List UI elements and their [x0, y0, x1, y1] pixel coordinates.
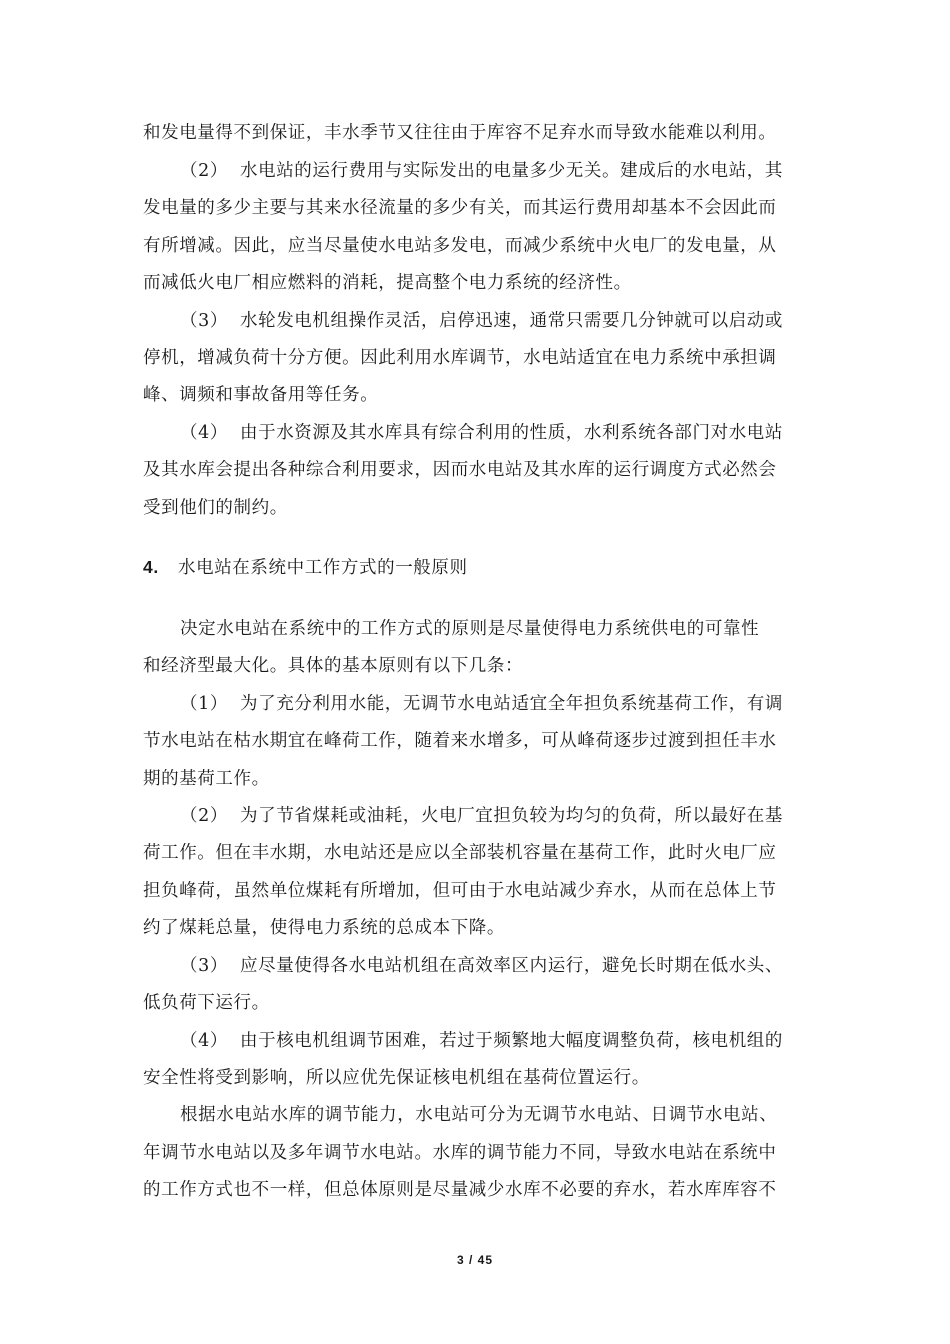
paragraph-line: 及其水库会提出各种综合利用要求，因而水电站及其水库的运行调度方式必然会: [143, 460, 777, 480]
paragraph-line: 发电量的多少主要与其来水径流量的多少有关，而其运行费用却基本不会因此而: [143, 198, 777, 218]
paragraph-line: 期的基荷工作。: [143, 769, 270, 789]
page-number: 3 / 45: [456, 1253, 494, 1267]
paragraph-line: 峰、调频和事故备用等任务。: [143, 385, 379, 405]
list-item-4: [180, 422, 850, 444]
list-number: （3）: [180, 956, 228, 976]
list-number: （4）: [180, 1031, 228, 1051]
list-text: 水电站的运行费用与实际发出的电量多少无关。建成后的水电站，其: [240, 161, 783, 181]
paragraph-line: 年调节水电站以及多年调节水电站。水库的调节能力不同，导致水电站在系统中: [143, 1143, 777, 1163]
list-number: （1）: [180, 694, 228, 714]
list-item-3: [180, 310, 850, 332]
paragraph-line: 停机，增减负荷十分方便。因此利用水库调节，水电站适宜在电力系统中承担调: [143, 348, 777, 368]
paragraph-line: 担负峰荷，虽然单位煤耗有所增加，但可由于水电站减少弃水，从而在总体上节: [143, 881, 777, 901]
paragraph-line: 决定水电站在系统中的工作方式的原则是尽量使得电力系统供电的可靠性: [180, 619, 760, 639]
list-number: （4）: [180, 423, 228, 443]
paragraph-line: 根据水电站水库的调节能力，水电站可分为无调节水电站、日调节水电站、: [180, 1105, 778, 1125]
list-item-4: [180, 1030, 850, 1052]
paragraph-line: 约了煤耗总量，使得电力系统的总成本下降。: [143, 918, 505, 938]
paragraph-line: 有所增减。因此，应当尽量使水电站多发电，而减少系统中火电厂的发电量，从: [143, 236, 777, 256]
section-title: 水电站在系统中工作方式的一般原则: [178, 558, 468, 578]
paragraph-line: 和发电量得不到保证，丰水季节又往往由于库容不足弃水而导致水能难以利用。: [143, 123, 777, 143]
list-item-2: [180, 805, 850, 827]
list-text: 为了充分利用水能，无调节水电站适宜全年担负系统基荷工作，有调: [240, 694, 783, 714]
paragraph-line: 节水电站在枯水期宜在峰荷工作，随着来水增多，可从峰荷逐步过渡到担任丰水: [143, 731, 777, 751]
paragraph-line: 荷工作。但在丰水期，水电站还是应以全部装机容量在基荷工作，此时火电厂应: [143, 843, 777, 863]
paragraph-line: 的工作方式也不一样，但总体原则是尽量减少水库不必要的弃水，若水库库容不: [143, 1180, 777, 1200]
list-number: （2）: [180, 161, 228, 181]
section-heading: [143, 556, 468, 579]
section-number: 4.: [143, 557, 159, 577]
paragraph-line: 和经济型最大化。具体的基本原则有以下几条：: [143, 656, 524, 676]
list-item-1: [180, 693, 850, 715]
list-text: 由于水资源及其水库具有综合利用的性质，水利系统各部门对水电站: [240, 423, 783, 443]
paragraph-line: 而减低火电厂相应燃料的消耗，提高整个电力系统的经济性。: [143, 273, 632, 293]
list-number: （3）: [180, 311, 228, 331]
list-text: 应尽量使得各水电站机组在高效率区内运行，避免长时期在低水头、: [240, 956, 783, 976]
list-number: （2）: [180, 806, 228, 826]
list-text: 为了节省煤耗或油耗，火电厂宜担负较为均匀的负荷，所以最好在基: [240, 806, 783, 826]
list-text: 水轮发电机组操作灵活，启停迅速，通常只需要几分钟就可以启动或: [240, 311, 783, 331]
paragraph-line: 低负荷下运行。: [143, 993, 270, 1013]
list-text: 由于核电机组调节困难，若过于频繁地大幅度调整负荷，核电机组的: [240, 1031, 783, 1051]
paragraph-line: 受到他们的制约。: [143, 498, 288, 518]
list-item-3: [180, 955, 850, 977]
list-item-2: [180, 160, 850, 182]
paragraph-line: 安全性将受到影响，所以应优先保证核电机组在基荷位置运行。: [143, 1068, 650, 1088]
